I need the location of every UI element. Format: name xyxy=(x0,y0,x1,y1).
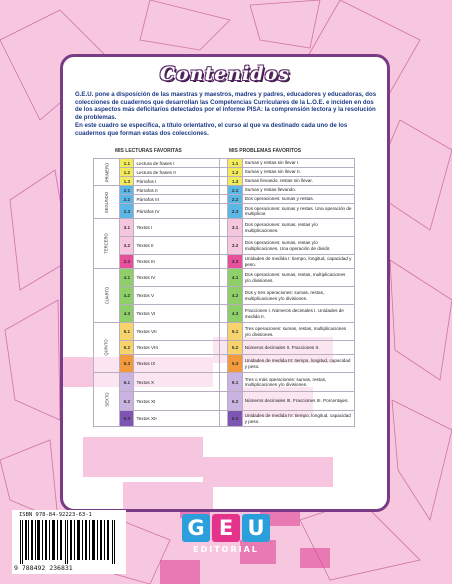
table-row xyxy=(94,411,355,427)
problemas-description: Dos operaciones: sumas y restas. Una operación de multiplicar. xyxy=(242,204,354,219)
lecturas-title: Textos I xyxy=(134,219,220,237)
level-label xyxy=(94,323,120,373)
column-gap xyxy=(220,186,228,195)
problemas-code: 3.3 xyxy=(228,255,242,269)
level-label-text: SEXTO xyxy=(104,392,110,407)
problemas-description: Dos operaciones: sumas, restas, multiplicaciones y/o divisiones. xyxy=(242,269,354,287)
lecturas-code: 1.1 xyxy=(120,159,134,168)
logo-letter-g: G xyxy=(182,514,210,542)
lecturas-code: 4.3 xyxy=(120,305,134,323)
table-row xyxy=(94,195,355,204)
column-gap xyxy=(220,341,228,355)
isbn: ISBN 978-84-92223-63-1 xyxy=(19,512,92,518)
table-row xyxy=(94,341,355,355)
logo-letter-u: U xyxy=(242,514,270,542)
column-gap xyxy=(220,219,228,237)
lecturas-code: 2.1 xyxy=(120,186,134,195)
barcode-image xyxy=(18,520,118,564)
lecturas-code: 5.3 xyxy=(120,355,134,373)
problemas-code: 5.2 xyxy=(228,341,242,355)
problemas-code: 5.3 xyxy=(228,355,242,373)
table-row xyxy=(94,305,355,323)
table-row xyxy=(94,323,355,341)
problemas-description: Fracciones I. Números decimales I. Unidades de medida II. xyxy=(242,305,354,323)
level-label-text: PRIMERO xyxy=(104,162,110,182)
table-row xyxy=(94,269,355,287)
column-gap xyxy=(220,373,228,392)
problemas-description: Números decimales II. Fracciones II. xyxy=(242,341,354,355)
lecturas-title: Párrafos II xyxy=(134,186,220,195)
table-row xyxy=(94,392,355,411)
problemas-description: Tres operaciones: sumas, restas, multiplicaciones y/o divisiones. xyxy=(242,323,354,341)
level-label xyxy=(94,219,120,269)
table-row xyxy=(94,186,355,195)
course-grid xyxy=(93,158,355,427)
column-header-lecturas: MIS LECTURAS FAVORITAS xyxy=(115,148,182,154)
lecturas-title: Textos X xyxy=(134,373,220,392)
problemas-code: 2.3 xyxy=(228,204,242,219)
table-row xyxy=(94,159,355,168)
lecturas-title: Textos VI xyxy=(134,305,220,323)
table-row xyxy=(94,204,355,219)
table-row xyxy=(94,219,355,237)
lecturas-code: 2.2 xyxy=(120,195,134,204)
table-row xyxy=(94,168,355,177)
problemas-code: 4.2 xyxy=(228,287,242,305)
lecturas-title: Textos XI xyxy=(134,392,220,411)
column-gap xyxy=(220,159,228,168)
level-label-text: TERCERO xyxy=(104,233,110,254)
lecturas-title: Textos XII xyxy=(134,411,220,427)
level-label xyxy=(94,269,120,323)
table-row xyxy=(94,287,355,305)
lecturas-code: 1.2 xyxy=(120,168,134,177)
logo-letter-e: E xyxy=(212,514,240,542)
problemas-code: 6.3 xyxy=(228,411,242,427)
lecturas-title: Textos VII xyxy=(134,323,220,341)
problemas-description: Sumas llevando, restas sin llevar. xyxy=(242,177,354,186)
lecturas-code: 6.3 xyxy=(120,411,134,427)
lecturas-code: 3.2 xyxy=(120,237,134,255)
lecturas-code: 2.3 xyxy=(120,204,134,219)
lecturas-title: Párrafos III xyxy=(134,195,220,204)
level-label-text: QUINTO xyxy=(104,339,110,356)
problemas-code: 6.2 xyxy=(228,392,242,411)
table-row xyxy=(94,373,355,392)
column-gap xyxy=(220,269,228,287)
column-gap xyxy=(220,237,228,255)
problemas-code: 1.3 xyxy=(228,177,242,186)
problemas-code: 4.1 xyxy=(228,269,242,287)
column-gap xyxy=(220,287,228,305)
problemas-code: 4.3 xyxy=(228,305,242,323)
lecturas-title: Textos V xyxy=(134,287,220,305)
lecturas-code: 6.2 xyxy=(120,392,134,411)
problemas-code: 2.1 xyxy=(228,186,242,195)
column-gap xyxy=(220,255,228,269)
lecturas-title: Textos IX xyxy=(134,355,220,373)
intro-paragraph-2: En este cuadro se especifica, a título orientativo, el curso al que va destinado cada uno de los cuadernos que forman estas dos colecciones. xyxy=(75,122,348,137)
column-gap xyxy=(220,177,228,186)
course-table xyxy=(93,149,355,499)
problemas-description: Unidades de medida IV: tiempo, longitud, capacidad y peso. xyxy=(242,411,354,427)
problemas-description: Dos operaciones: sumas, restas y/o multiplicaciones. Una operación de dividir. xyxy=(242,237,354,255)
geu-editorial-logo xyxy=(178,514,274,566)
column-gap xyxy=(220,195,228,204)
level-label-text: CUARTO xyxy=(104,286,110,305)
barcode-number: 9 788492 236831 xyxy=(14,564,73,572)
lecturas-code: 4.2 xyxy=(120,287,134,305)
column-gap xyxy=(220,168,228,177)
lecturas-title: Textos IV xyxy=(134,269,220,287)
problemas-description: Sumas y restas llevando. xyxy=(242,186,354,195)
problemas-code: 2.2 xyxy=(228,195,242,204)
page-title: Contenidos xyxy=(159,63,291,85)
lecturas-code: 3.1 xyxy=(120,219,134,237)
lecturas-title: Párrafos IV xyxy=(134,204,220,219)
lecturas-title: Textos II xyxy=(134,237,220,255)
level-label xyxy=(94,186,120,219)
column-header-problemas: MIS PROBLEMAS FAVORITOS xyxy=(229,148,302,154)
column-gap xyxy=(220,355,228,373)
lecturas-code: 3.3 xyxy=(120,255,134,269)
intro-text xyxy=(75,91,379,138)
lecturas-title: Lectura de frases II xyxy=(134,168,220,177)
table-row xyxy=(94,355,355,373)
table-row xyxy=(94,237,355,255)
column-gap xyxy=(220,392,228,411)
lecturas-code: 5.1 xyxy=(120,323,134,341)
problemas-code: 3.2 xyxy=(228,237,242,255)
lecturas-title: Textos III xyxy=(134,255,220,269)
logo-subtitle: EDITORIAL xyxy=(193,545,259,554)
level-label-text: SEGUNDO xyxy=(104,191,110,213)
problemas-description: Dos y tres operaciones: sumas, restas, multiplicaciones y/o divisiones. xyxy=(242,287,354,305)
table-row xyxy=(94,177,355,186)
column-gap xyxy=(220,204,228,219)
column-gap xyxy=(220,323,228,341)
problemas-code: 5.1 xyxy=(228,323,242,341)
column-gap xyxy=(220,411,228,427)
problemas-description: Unidades de medida I: tiempo, longitud, capacidad y peso. xyxy=(242,255,354,269)
lecturas-title: Lectura de frases I xyxy=(134,159,220,168)
problemas-code: 6.1 xyxy=(228,373,242,392)
contents-panel xyxy=(60,54,390,512)
lecturas-code: 4.1 xyxy=(120,269,134,287)
problemas-description: Dos operaciones: sumas y restas. xyxy=(242,195,354,204)
problemas-description: Tres o más operaciones: sumas, restas, multiplicaciones y/o divisiones. xyxy=(242,373,354,392)
problemas-description: Números decimales III. Fracciones III. Porcentajes. xyxy=(242,392,354,411)
column-gap xyxy=(220,305,228,323)
intro-paragraph-1: G.E.U. pone a disposición de las maestras y maestros, madres y padres, educadores y educadoras, dos colecciones de cuadernos que desarrollan las Competencias Curriculares de la L.O.E. e inciden en dos de los aspectos más deficitarios detectados por el informe PISA: la comprensión lectora y la resolución de problemas. xyxy=(75,91,377,121)
problemas-description: Unidades de medida III: tiempo, longitud, capacidad y peso. xyxy=(242,355,354,373)
lecturas-code: 6.1 xyxy=(120,373,134,392)
level-label xyxy=(94,373,120,427)
problemas-description: Dos operaciones: sumas, restas y/o multiplicaciones. xyxy=(242,219,354,237)
lecturas-code: 1.3 xyxy=(120,177,134,186)
problemas-code: 1.1 xyxy=(228,159,242,168)
problemas-description: Sumas y restas sin llevar I. xyxy=(242,159,354,168)
level-label xyxy=(94,159,120,186)
table-row xyxy=(94,255,355,269)
problemas-code: 1.2 xyxy=(228,168,242,177)
lecturas-title: Párrafos I xyxy=(134,177,220,186)
lecturas-title: Textos VIII xyxy=(134,341,220,355)
problemas-code: 3.1 xyxy=(228,219,242,237)
problemas-description: Sumas y restas sin llevar II. xyxy=(242,168,354,177)
lecturas-code: 5.2 xyxy=(120,341,134,355)
